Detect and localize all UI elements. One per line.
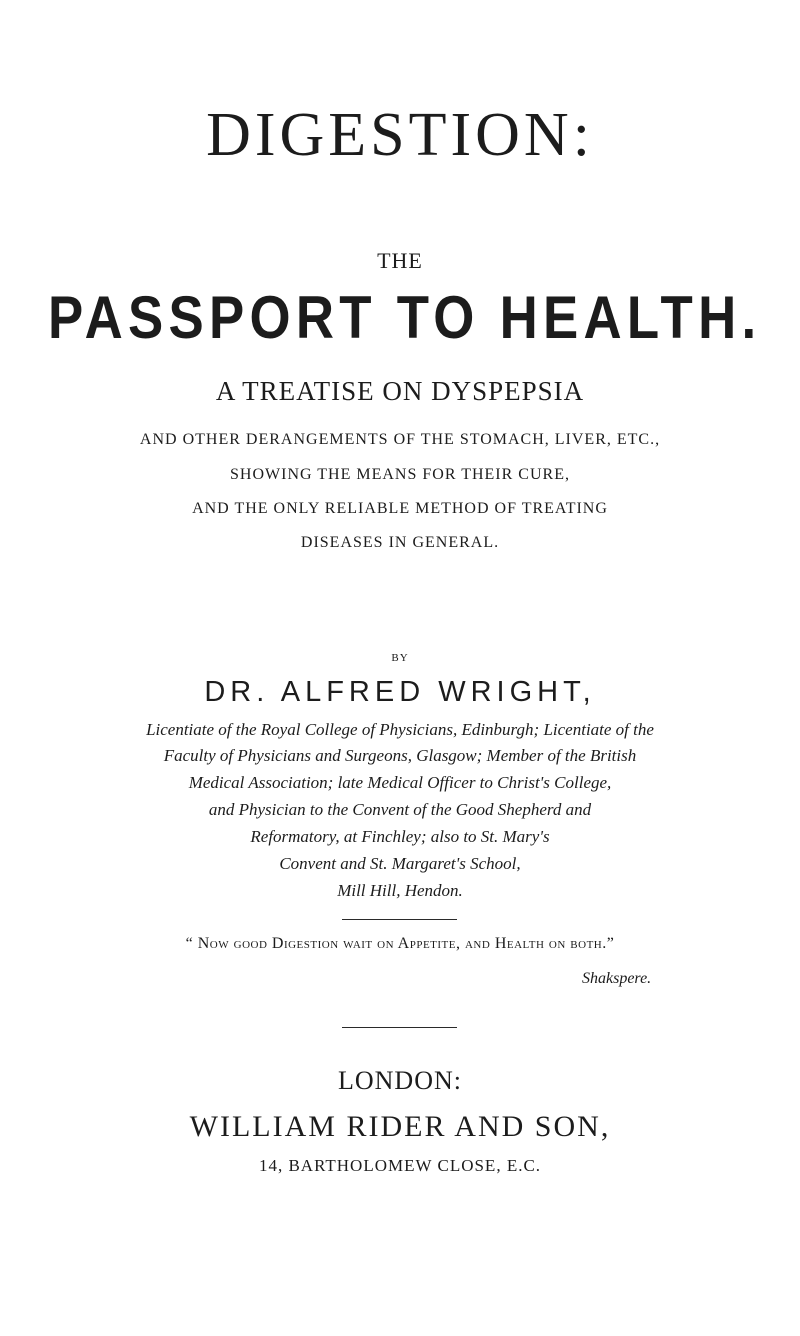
divider [342,919,457,920]
main-title: DIGESTION: [206,101,594,169]
subtitle: PASSPORT TO HEALTH. [48,284,762,351]
imprint-city: LONDON: [338,1066,462,1095]
credential-line: Convent and St. Margaret's School, [279,854,521,873]
article-the: THE [377,248,423,273]
credential-line: Mill Hill, Hendon. [337,881,463,900]
author-name: DR. ALFRED WRIGHT, [204,676,596,708]
credential-line: and Physician to the Convent of the Good Shepherd and [208,800,592,819]
publisher-name: WILLIAM RIDER AND SON, [189,1110,611,1143]
description-line: AND OTHER DERANGEMENTS OF THE STOMACH, LIVER, ETC., [139,431,661,448]
description-line: DISEASES IN GENERAL. [300,534,500,551]
by-label: BY [391,652,409,664]
epigraph-quote: “ Now good Digestion wait on Appetite, and Health on both.” [185,935,615,952]
divider [342,1027,457,1028]
publisher-address: 14, BARTHOLOMEW CLOSE, E.C. [258,1156,542,1175]
treatise-heading: A TREATISE ON DYSPEPSIA [215,376,585,406]
credential-line: Licentiate of the Royal College of Physicians, Edinburgh; Licentiate of the [146,720,654,739]
credential-line: Medical Association; late Medical Officer to Christ's College, [188,773,612,792]
epigraph-attribution: Shakspere. [582,970,652,987]
credential-line: Reformatory, at Finchley; also to St. Mary's [250,827,550,846]
credential-line: Faculty of Physicians and Surgeons, Glasgow; Member of the British [163,746,637,765]
description-line: AND THE ONLY RELIABLE METHOD OF TREATING [192,500,608,517]
description-line: SHOWING THE MEANS FOR THEIR CURE, [230,466,570,483]
